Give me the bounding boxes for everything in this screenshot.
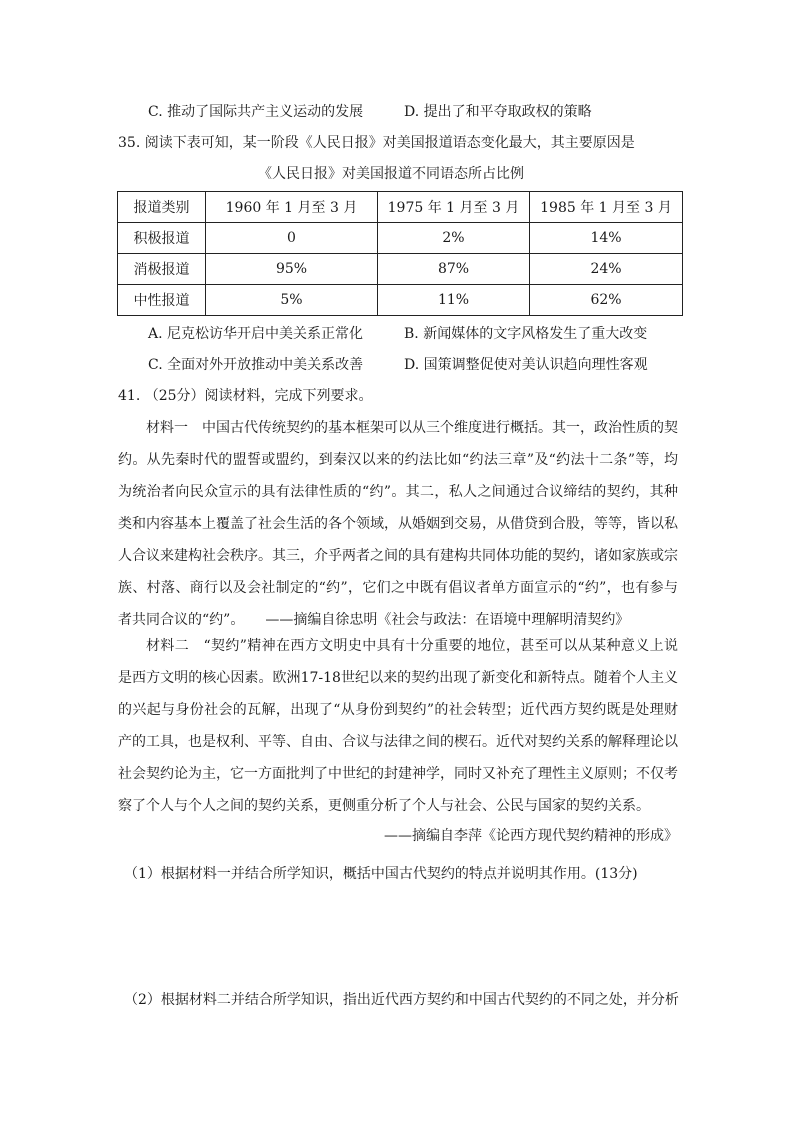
table-header-row	[118, 192, 683, 223]
sub-question-2: （2）根据材料二并结合所学知识，指出近代西方契约和中国古代契约的不同之处，并分析	[124, 992, 679, 1008]
table-cell: 95%	[206, 254, 378, 285]
table-cell: 11%	[378, 285, 530, 316]
q35-option-b: B. 新闻媒体的文字风格发生了重大改变	[404, 326, 648, 342]
material-two-source: ——摘编自李萍《论西方现代契约精神的形成》	[384, 828, 678, 844]
q41-stem: 41. （25分）阅读材料，完成下列要求。	[118, 388, 373, 404]
table-cell: 87%	[378, 254, 530, 285]
table-header-cell: 1960 年 1 月至 3 月	[206, 192, 378, 223]
q35-option-a: A. 尼克松访华开启中美关系正常化	[148, 326, 364, 342]
table-cell: 积极报道	[118, 223, 206, 254]
table-header-cell: 1975 年 1 月至 3 月	[378, 192, 530, 223]
q35-option-c: C. 全面对外开放推动中美关系改善	[148, 357, 364, 373]
table-cell: 中性报道	[118, 285, 206, 316]
q35-stem: 35. 阅读下表可知，某一阶段《人民日报》对美国报道语态变化最大，其主要原因是	[118, 135, 635, 151]
table-cell: 62%	[530, 285, 683, 316]
material-two-text: 材料二 “契约”精神在西方文明史中具有十分重要的地位，甚至可以从某种意义上说是西方文明的核心因素。欧洲17-18世纪以来的契约出现了新变化和新特点。随着个人主义的兴起与身份社会的瓦解，出现了“从身份到契约”的社会转型；近代西方契约既是处理财产的工具，也是权利、平等、自由、合议与法律之间的楔石。近代对契约关系的解释理论以社会契约论为主，它一方面批判了中世纪的封建神学，同时又补充了理性主义原则；不仅考察了个人与个人之间的契约关系，更侧重分析了个人与社会、公民与国家的契约关系。	[118, 638, 678, 814]
material-two	[118, 630, 678, 822]
table-header-cell: 1985 年 1 月至 3 月	[530, 192, 683, 223]
table-cell: 24%	[530, 254, 683, 285]
table-cell: 消极报道	[118, 254, 206, 285]
q35-option-d: D. 国策调整促使对美认识趋向理性客观	[404, 357, 648, 373]
q34-option-c: C. 推动了国际共产主义运动的发展	[148, 104, 364, 120]
table-cell: 0	[206, 223, 378, 254]
table-header-cell: 报道类别	[118, 192, 206, 223]
material-one-text: 材料一 中国古代传统契约的基本框架可以从三个维度进行概括。其一，政治性质的契约。从先秦时代的盟誓或盟约，到秦汉以来的约法比如“约法三章”及“约法十二条”等，均为统治者向民众宣示的具有法律性质的“约”。其二，私人之间通过合议缔结的契约，其种类和内容基本上覆盖了社会生活的各个领域，从婚姻到交易，从借贷到合股，等等，皆以私人合议来建构社会秩序。其三，介乎两者之间的具有建构共同体功能的契约，诸如家族或宗族、村落、商行以及会社制定的“约”，它们之中既有倡议者单方面宣示的“约”，也有参与者共同合议的“约”。 ——摘编自徐忠明《社会与政法：在语境中理解明清契约》	[118, 420, 678, 628]
table-row	[118, 285, 683, 316]
table-title: 《人民日报》对美国报道不同语态所占比例	[258, 166, 524, 182]
table-row	[118, 254, 683, 285]
q34-option-d: D. 提出了和平夺取政权的策略	[404, 104, 592, 120]
table-cell: 5%	[206, 285, 378, 316]
report-table	[117, 191, 683, 316]
sub-question-1: （1）根据材料一并结合所学知识，概括中国古代契约的特点并说明其作用。(13分)	[124, 866, 638, 882]
table-cell: 2%	[378, 223, 530, 254]
table-row	[118, 223, 683, 254]
table-cell: 14%	[530, 223, 683, 254]
material-one	[118, 412, 678, 636]
